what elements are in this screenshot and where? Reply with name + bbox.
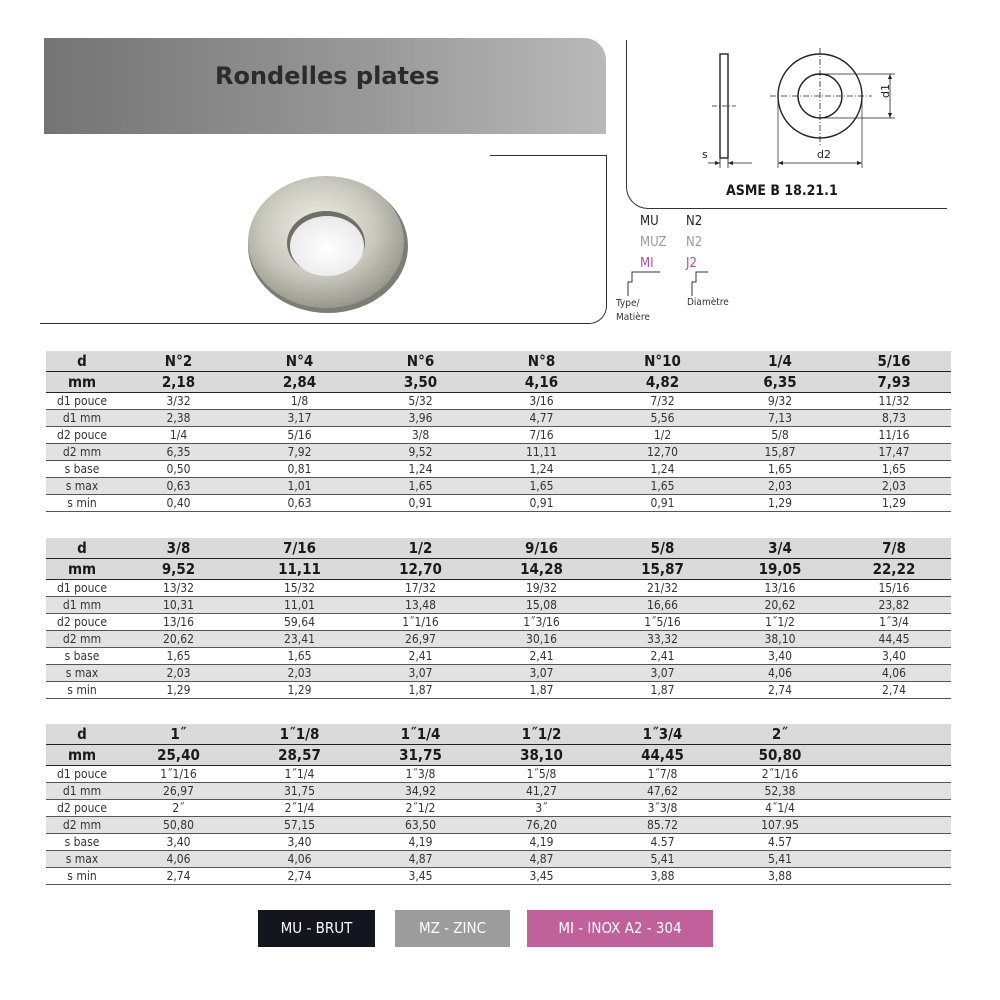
table-cell: 4,06 [118, 851, 239, 868]
table-row [46, 800, 951, 817]
table-cell: 9/16 [481, 538, 602, 559]
table-cell: N°10 [602, 351, 723, 372]
table-cell: 4.57 [602, 834, 723, 851]
table-cell [837, 800, 951, 817]
table-cell: 0,63 [239, 495, 360, 512]
table-cell: 23,82 [837, 597, 951, 614]
row-label: s min [46, 868, 118, 885]
table-cell: 13/32 [118, 580, 239, 597]
row-label: mm [46, 745, 118, 766]
table-cell: 4,77 [481, 410, 602, 427]
table-cell: 20,62 [723, 597, 837, 614]
table-cell: 1,65 [602, 478, 723, 495]
table-cell: 3,45 [360, 868, 481, 885]
table-cell [837, 834, 951, 851]
table-row [46, 783, 951, 800]
table-cell: 9,52 [118, 559, 239, 580]
table-cell: 1,87 [481, 682, 602, 699]
table-cell [837, 851, 951, 868]
table-cell: 2,18 [118, 372, 239, 393]
table-row [46, 665, 951, 682]
table-cell: 25,40 [118, 745, 239, 766]
table-cell: 1˝1/16 [360, 614, 481, 631]
table-cell: 9/32 [723, 393, 837, 410]
dimension-table-1 [46, 351, 951, 512]
table-cell: 1˝1/4 [360, 724, 481, 745]
washer-photo [238, 168, 418, 318]
table-cell: 5,41 [602, 851, 723, 868]
table-cell: 3,07 [360, 665, 481, 682]
table-cell: 11,11 [239, 559, 360, 580]
table-cell: 7,13 [723, 410, 837, 427]
table-cell: 3,40 [118, 834, 239, 851]
table-cell: 1˝1/2 [723, 614, 837, 631]
table-cell: 2,41 [602, 648, 723, 665]
table-cell: 1,65 [239, 648, 360, 665]
table-cell: 17,47 [837, 444, 951, 461]
table-cell: 15,08 [481, 597, 602, 614]
table-cell: 19/32 [481, 580, 602, 597]
table-cell: 1,01 [239, 478, 360, 495]
table-cell: 8,73 [837, 410, 951, 427]
table-cell: 5,41 [723, 851, 837, 868]
table-cell: 3,88 [723, 868, 837, 885]
table-cell: 1˝7/8 [602, 766, 723, 783]
table-cell: 33,32 [602, 631, 723, 648]
table-cell: 1˝3/16 [481, 614, 602, 631]
table-cell: 3/8 [118, 538, 239, 559]
table-cell: 1,65 [723, 461, 837, 478]
table-cell: 16,66 [602, 597, 723, 614]
table-cell: 1,65 [481, 478, 602, 495]
badge-mi-inox: MI - INOX A2 - 304 [527, 910, 713, 947]
row-label: d2 mm [46, 817, 118, 834]
table-cell: 2˝ [118, 800, 239, 817]
table-cell: 63,50 [360, 817, 481, 834]
table-cell: 1˝1/16 [118, 766, 239, 783]
table-cell: 7/16 [481, 427, 602, 444]
table-cell: 3,40 [239, 834, 360, 851]
table-cell: 2,03 [837, 478, 951, 495]
table-cell: 1,24 [360, 461, 481, 478]
table-cell: 31,75 [239, 783, 360, 800]
mm-row [46, 559, 951, 580]
table-cell: 15,87 [602, 559, 723, 580]
dimension-table-3 [46, 724, 951, 885]
table-cell: 4,87 [481, 851, 602, 868]
table-cell: 1˝3/4 [602, 724, 723, 745]
dim-label-d2: d2 [817, 148, 831, 161]
table-cell: 3,50 [360, 372, 481, 393]
row-label: d2 mm [46, 444, 118, 461]
table-cell: 47,62 [602, 783, 723, 800]
table-cell: 1/4 [118, 427, 239, 444]
table-cell: 1,65 [118, 648, 239, 665]
table-cell: 28,57 [239, 745, 360, 766]
table-cell: 59,64 [239, 614, 360, 631]
table-cell: 2,74 [837, 682, 951, 699]
table-cell: 1,29 [837, 495, 951, 512]
table-cell: 1,29 [239, 682, 360, 699]
badge-mu-brut: MU - BRUT [258, 910, 375, 947]
table-cell: 1˝1/2 [481, 724, 602, 745]
table-cell: 3˝ [481, 800, 602, 817]
table-cell [837, 766, 951, 783]
table-row [46, 851, 951, 868]
row-label: d1 pouce [46, 766, 118, 783]
row-label: s max [46, 851, 118, 868]
table-cell: 1/4 [723, 351, 837, 372]
table-cell: 3/16 [481, 393, 602, 410]
table-cell: 11/32 [837, 393, 951, 410]
row-label: d1 pouce [46, 393, 118, 410]
table-cell: 2,74 [723, 682, 837, 699]
table-cell: N°4 [239, 351, 360, 372]
table-cell: 38,10 [723, 631, 837, 648]
row-label: d2 mm [46, 631, 118, 648]
table-cell [837, 724, 951, 745]
table-cell: 5,56 [602, 410, 723, 427]
table-cell: 1˝5/8 [481, 766, 602, 783]
table-row [46, 427, 951, 444]
table-cell: 9,52 [360, 444, 481, 461]
table-row [46, 410, 951, 427]
table-cell: 107.95 [723, 817, 837, 834]
table-cell: 26,97 [360, 631, 481, 648]
table-cell: 4,06 [239, 851, 360, 868]
photo-frame-top-line [490, 155, 606, 156]
table-cell: 0,91 [360, 495, 481, 512]
table-cell: 5/16 [837, 351, 951, 372]
table-cell: 38,10 [481, 745, 602, 766]
table-cell: 11,01 [239, 597, 360, 614]
table-cell: 1˝ [118, 724, 239, 745]
table-cell: 1,24 [481, 461, 602, 478]
table-row [46, 580, 951, 597]
row-label: s max [46, 665, 118, 682]
table-cell: 5/16 [239, 427, 360, 444]
table-cell: 52,38 [723, 783, 837, 800]
table-cell: 5/8 [602, 538, 723, 559]
table-cell: 2,84 [239, 372, 360, 393]
row-label: s base [46, 834, 118, 851]
table-cell: 7/8 [837, 538, 951, 559]
code-legend [640, 211, 702, 274]
dim-label-s: s [702, 148, 708, 161]
table-cell: 57,15 [239, 817, 360, 834]
table-cell: 7,92 [239, 444, 360, 461]
table-cell: 5/32 [360, 393, 481, 410]
table-cell: 6,35 [118, 444, 239, 461]
legend-type-label: Type/ Matière [616, 298, 650, 323]
table-cell: 2,74 [239, 868, 360, 885]
legend-row-mu: MU N2 [640, 214, 703, 229]
table-row [46, 648, 951, 665]
table-cell: 30,16 [481, 631, 602, 648]
table-cell: 3/32 [118, 393, 239, 410]
table-cell: 3˝3/8 [602, 800, 723, 817]
table-cell: 7/16 [239, 538, 360, 559]
table-cell: 2˝1/16 [723, 766, 837, 783]
row-label: d [46, 351, 118, 372]
table-cell: 50,80 [118, 817, 239, 834]
table-row [46, 393, 951, 410]
table-cell: 1,87 [602, 682, 723, 699]
table-row [46, 597, 951, 614]
table-cell: 41,27 [481, 783, 602, 800]
table-cell: 3,17 [239, 410, 360, 427]
header-row [46, 724, 951, 745]
table-cell: 6,35 [723, 372, 837, 393]
row-label: d [46, 724, 118, 745]
table-row [46, 834, 951, 851]
badge-mz-zinc: MZ - ZINC [395, 910, 510, 947]
table-cell: 1˝1/4 [239, 766, 360, 783]
mm-row [46, 372, 951, 393]
table-row [46, 631, 951, 648]
table-cell: 0,91 [481, 495, 602, 512]
table-cell: 1,87 [360, 682, 481, 699]
table-cell: 1,65 [360, 478, 481, 495]
legend-diameter-label: Diamètre [687, 297, 729, 308]
table-cell [837, 817, 951, 834]
row-label: d1 mm [46, 410, 118, 427]
table-cell: 15,87 [723, 444, 837, 461]
table-row [46, 766, 951, 783]
row-label: mm [46, 372, 118, 393]
table-cell: 1/2 [602, 427, 723, 444]
table-cell: 7/32 [602, 393, 723, 410]
table-cell: 3/8 [360, 427, 481, 444]
table-row [46, 682, 951, 699]
table-cell: N°8 [481, 351, 602, 372]
table-cell: 2,41 [481, 648, 602, 665]
table-row [46, 868, 951, 885]
table-cell: 19,05 [723, 559, 837, 580]
table-row [46, 495, 951, 512]
table-row [46, 817, 951, 834]
table-cell: 11/16 [837, 427, 951, 444]
washer-dimension-diagram [690, 48, 900, 173]
table-row [46, 478, 951, 495]
table-cell: 0,81 [239, 461, 360, 478]
row-label: s min [46, 682, 118, 699]
table-cell: 0,91 [602, 495, 723, 512]
row-label: d2 pouce [46, 800, 118, 817]
header-row [46, 538, 951, 559]
table-cell: 3,40 [837, 648, 951, 665]
table-cell: 4,87 [360, 851, 481, 868]
table-cell: 4,82 [602, 372, 723, 393]
table-cell: 0,50 [118, 461, 239, 478]
table-cell: 3,45 [481, 868, 602, 885]
table-cell: 13,48 [360, 597, 481, 614]
row-label: s base [46, 461, 118, 478]
table-cell: 44,45 [837, 631, 951, 648]
table-row [46, 444, 951, 461]
row-label: mm [46, 559, 118, 580]
table-cell [837, 868, 951, 885]
table-cell: 26,97 [118, 783, 239, 800]
table-cell: N°6 [360, 351, 481, 372]
table-cell: 2,38 [118, 410, 239, 427]
table-cell: 4,06 [723, 665, 837, 682]
table-cell: 3,07 [481, 665, 602, 682]
table-cell: 22,22 [837, 559, 951, 580]
table-cell: 15/16 [837, 580, 951, 597]
table-cell: 4,19 [360, 834, 481, 851]
legend-row-muz: MUZ N2 [640, 235, 703, 250]
table-cell: 23,41 [239, 631, 360, 648]
row-label: d1 mm [46, 783, 118, 800]
table-cell: 10,31 [118, 597, 239, 614]
table-cell: 76,20 [481, 817, 602, 834]
table-cell: N°2 [118, 351, 239, 372]
table-cell: 34,92 [360, 783, 481, 800]
row-label: d1 pouce [46, 580, 118, 597]
row-label: s base [46, 648, 118, 665]
legend-row-mi: MI J2 [640, 256, 697, 271]
row-label: d2 pouce [46, 427, 118, 444]
legend-connector-lines [612, 270, 722, 300]
table-cell: 1˝5/16 [602, 614, 723, 631]
table-cell: 7,93 [837, 372, 951, 393]
table-cell [837, 745, 951, 766]
table-cell: 2˝ [723, 724, 837, 745]
row-label: s max [46, 478, 118, 495]
row-label: d1 mm [46, 597, 118, 614]
table-cell: 4,16 [481, 372, 602, 393]
table-cell: 0,63 [118, 478, 239, 495]
table-cell: 4,06 [837, 665, 951, 682]
table-cell [837, 783, 951, 800]
table-cell: 3,88 [602, 868, 723, 885]
table-cell: 2,03 [239, 665, 360, 682]
table-cell: 20,62 [118, 631, 239, 648]
standard-label: ASME B 18.21.1 [726, 183, 838, 199]
table-cell: 1˝3/4 [837, 614, 951, 631]
table-cell: 44,45 [602, 745, 723, 766]
row-label: d [46, 538, 118, 559]
table-row [46, 614, 951, 631]
dim-label-d1: d1 [879, 84, 892, 98]
table-cell: 13/16 [723, 580, 837, 597]
table-cell: 0,40 [118, 495, 239, 512]
table-cell: 3,96 [360, 410, 481, 427]
table-cell: 4.57 [723, 834, 837, 851]
table-cell: 11,11 [481, 444, 602, 461]
table-cell: 1/2 [360, 538, 481, 559]
mm-row [46, 745, 951, 766]
header-row [46, 351, 951, 372]
table-cell: 50,80 [723, 745, 837, 766]
table-cell: 5/8 [723, 427, 837, 444]
table-cell: 15/32 [239, 580, 360, 597]
table-cell: 21/32 [602, 580, 723, 597]
table-cell: 1,65 [837, 461, 951, 478]
table-cell: 85.72 [602, 817, 723, 834]
table-row [46, 461, 951, 478]
table-cell: 3/4 [723, 538, 837, 559]
table-cell: 2,03 [723, 478, 837, 495]
table-cell: 1˝1/8 [239, 724, 360, 745]
row-label: d2 pouce [46, 614, 118, 631]
table-cell: 1˝3/8 [360, 766, 481, 783]
table-cell: 3,07 [602, 665, 723, 682]
table-cell: 14,28 [481, 559, 602, 580]
row-label: s min [46, 495, 118, 512]
table-cell: 4,19 [481, 834, 602, 851]
table-cell: 2,03 [118, 665, 239, 682]
table-cell: 31,75 [360, 745, 481, 766]
table-cell: 17/32 [360, 580, 481, 597]
table-cell: 1/8 [239, 393, 360, 410]
table-cell: 3,40 [723, 648, 837, 665]
table-cell: 2,41 [360, 648, 481, 665]
table-cell: 13/16 [118, 614, 239, 631]
table-cell: 2,74 [118, 868, 239, 885]
table-cell: 2˝1/4 [239, 800, 360, 817]
table-cell: 1,29 [118, 682, 239, 699]
page-title: Rondelles plates [215, 62, 440, 90]
dimension-table-2 [46, 538, 951, 699]
table-cell: 4˝1/4 [723, 800, 837, 817]
table-cell: 1,24 [602, 461, 723, 478]
table-cell: 1,29 [723, 495, 837, 512]
table-cell: 2˝1/2 [360, 800, 481, 817]
table-cell: 12,70 [602, 444, 723, 461]
table-cell: 12,70 [360, 559, 481, 580]
